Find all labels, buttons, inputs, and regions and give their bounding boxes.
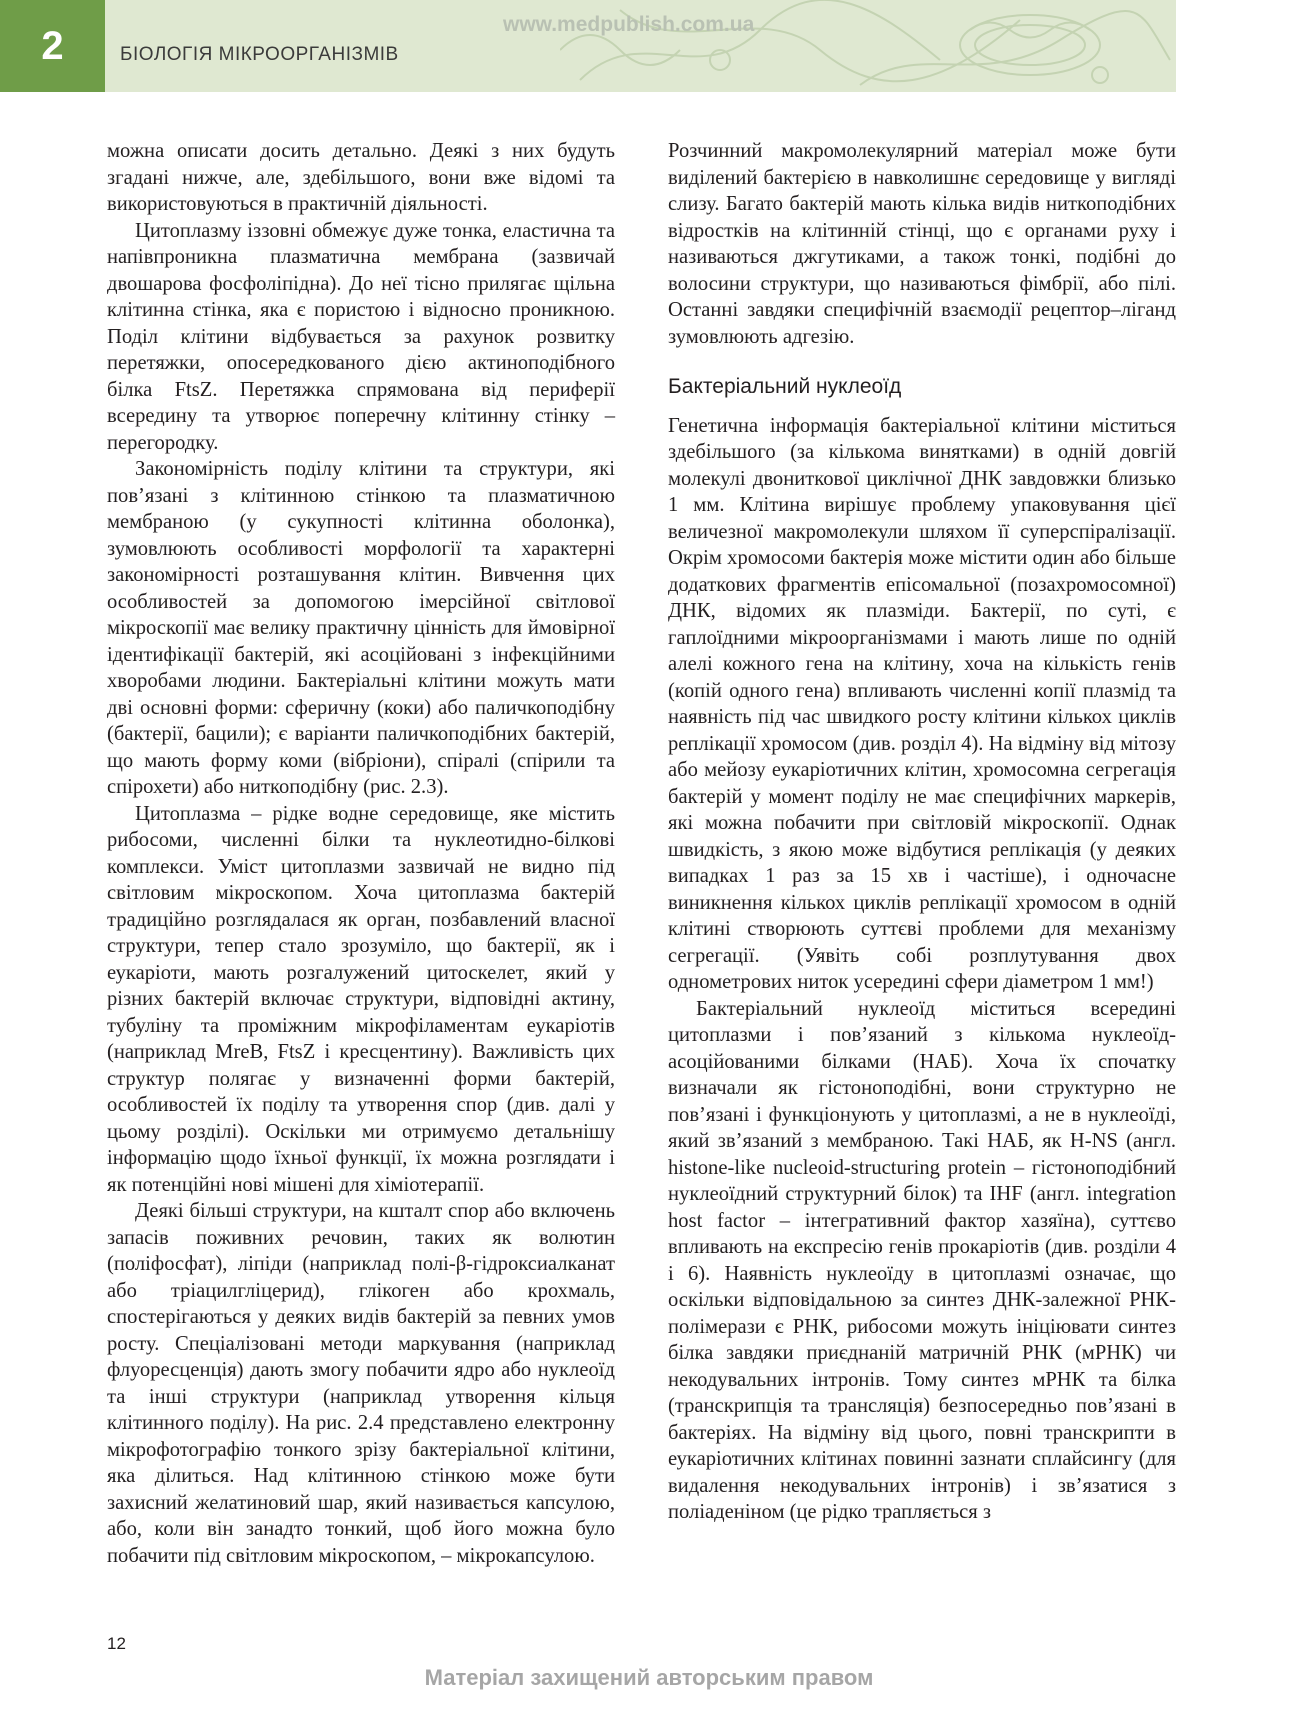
page-number: 12 bbox=[107, 1634, 126, 1653]
page-header bbox=[0, 0, 1176, 92]
right-text-column bbox=[668, 138, 1176, 1526]
paragraph: Бактеріальний нуклеоїд міститься всередині цитоплазми і пов’язаний з кількома нуклеоїд-асоційованими білками (НАБ). Хоча їх спочатку визначали як гістоноподібні, вони структурно не пов’язані і функціонують у цитоплазмі, а не в нуклеоїді, який зв’язаний з мембраною. Такі НАБ, як H-NS (англ. histone-like nucleoid-structuring protein – гістоноподібний нуклеоїдний структурний білок) та IHF (англ. integration host factor – інтегративний фактор хазяїна), суттєво впливають на експресію генів прокаріотів (див. розділи 4 і 6). Наявність нуклеоїду в цитоплазмі означає, що оскільки відповідальною за синтез ДНК-залежної РНК-полімерази є РНК, рибосоми можуть ініціювати синтез білка завдяки приєднаній матричній РНК (мРНК) чи некодувальних інтронів. Тому синтез мРНК та білка (транскрипція та трансляція) безпосередньо пов’язані в бактеріях. На відміну від цього, повні транскрипти в еукаріотичних клітинах повинні зазнати сплайсингу (для видалення некодувальних інтронів) і зв’язатися з поліаденіном (це рідко трапляється з bbox=[668, 997, 1176, 1523]
paragraph: Розчинний макромолекулярний матеріал може бути виділений бактерією в навколишнє середовище у вигляді слизу. Багато бактерій мають кілька видів ниткоподібних відростків на клітинній стінці, що є органами руху і називаються джгутиками, а також тонкі, подібні до волосини структури, що називаються фімбрії, або пілі. Останні завдяки специфічній взаємодії рецептор–ліганд зумовлюють адгезію. bbox=[668, 140, 1176, 348]
paragraph: Закономірність поділу клітини та структури, які пов’язані з клітинною стінкою та плазматичною мембраною (у сукупності клітинна оболонка), зумовлюють особливості морфології та характерні закономірності розташування клітин. Вивчення цих особливостей за допомогою імерсійної світлової мікроскопії має велику практичну цінність для ймовірної ідентифікації бактерій, які асоційовані з інфекційними хворобами людини. Бактеріальні клітини можуть мати дві основні форми: сферичну (коки) або паличкоподібну (бактерії, бацили); є варіанти паличкоподібних бактерій, що мають форму коми (вібріони), спіралі (спірили та спірохети) або ниткоподібну (рис. 2.3). bbox=[107, 458, 615, 798]
paragraph: Деякі більші структури, на кшталт спор або включень запасів поживних речовин, таких як волютин (поліфосфат), ліпіди (наприклад полі-β-гідроксиалканат або тріацилгліцерид), глікоген або крохмаль, спостерігаються у деяких видів бактерій за певних умов росту. Спеціалізовані методи маркування (наприклад флуоресценція) дають змогу побачити ядро або нуклеоїд та інші структури (наприклад утворення кільця клітинного поділу). На рис. 2.4 представлено електронну мікрофотографію тонкого зрізу бактеріальної клітини, яка ділиться. Над клітинною стінкою може бути захисний желатиновий шар, який називається капсулою, або, коли він занадто тонкий, щоб його можна було побачити під світловим мікроскопом, – мікрокапсулою. bbox=[107, 1200, 615, 1567]
section-heading: Бактеріальний нуклеоїд bbox=[668, 375, 902, 398]
left-text-column bbox=[107, 138, 615, 1569]
paragraph: Цитоплазма – рідке водне середовище, яке містить рибосоми, численні білки та нуклеотидно-білкові комплекси. Уміст цитоплазми зазвичай не видно під світловим мікроскопом. Хоча цитоплазма бактерій традиційно розглядалася як орган, позбавлений власної структури, тепер стало зрозуміло, що бактерії, як і еукаріоти, мають розгалужений цитоскелет, який у різних бактерій включає структури, відповідні актину, тубуліну та проміжним мікрофіламентам еукаріотів (наприклад MreB, FtsZ і кресцентину). Важливість цих структур полягає у визначенні форми бактерій, особливостей їх поділу та утворення спор (див. далі у цьому розділі). Оскільки ми отримуємо детальнішу інформацію щодо їхньої функції, їх можна розглядати і як потенційні нові мішені для хіміотерапії. bbox=[107, 802, 615, 1196]
paragraph: Цитоплазму іззовні обмежує дуже тонка, еластична та напівпроникна плазматична мембрана (зазвичай двошарова фосфоліпідна). До неї тісно прилягає щільна клітинна стінка, яка є пористою і відносно проникною. Поділ клітини відбувається за рахунок розвитку перетяжки, опосередкованого дією актиноподібного білка FtsZ. Перетяжка спрямована від периферії всередину та утворює поперечну клітинну стінку – перегородку. bbox=[107, 219, 615, 454]
chapter-number: 2 bbox=[0, 0, 105, 92]
copyright-watermark: Матеріал захищений авторським правом bbox=[424, 1665, 874, 1690]
paragraph: можна описати досить детально. Деякі з них будуть згадані нижче, але, здебільшого, вони вже відомі та використовуються в практичній діяльності. bbox=[107, 140, 615, 215]
publisher-url: www.medpublish.com.ua bbox=[503, 13, 755, 36]
running-header-title: БІОЛОГІЯ МІКРООРГАНІЗМІВ bbox=[120, 44, 399, 65]
paragraph: Генетична інформація бактеріальної клітини міститься здебільшого (за кількома винятками) в одній довгій молекулі двониткової циклічної ДНК завдовжки близько 1 мм. Клітина вирішує проблему упаковування цієї величезної макромолекули шляхом її суперспіралізації. Окрім хромосоми бактерія може містити один або більше додаткових фрагментів епісомальної (позахромосомної) ДНК, відомих як плазміди. Бактерії, по суті, є гаплоїдними мікроорганізмами і мають лише по одній алелі кожного гена на клітину, хоча на кількість генів (копій одного гена) впливають численні копії плазмід та наявність під час швидкого росту клітини кількох циклів реплікації хромосом (див. розділ 4). На відміну від мітозу або мейозу еукаріотичних клітин, хромосомна сегрегація бактерій у момент поділу не має специфічних маркерів, які можна побачити при світловій мікроскопії. Однак швидкість, з якою може відбутися реплікація (у деяких випадках 1 раз за 15 хв і частіше), і одночасне виникнення кількох циклів реплікації хромосом в одній клітині створюють суттєві проблеми для механізму сегрегації. (Уявіть собі розплутування двох однометрових ниток усередині сфери діаметром 1 мм!) bbox=[668, 414, 1176, 993]
